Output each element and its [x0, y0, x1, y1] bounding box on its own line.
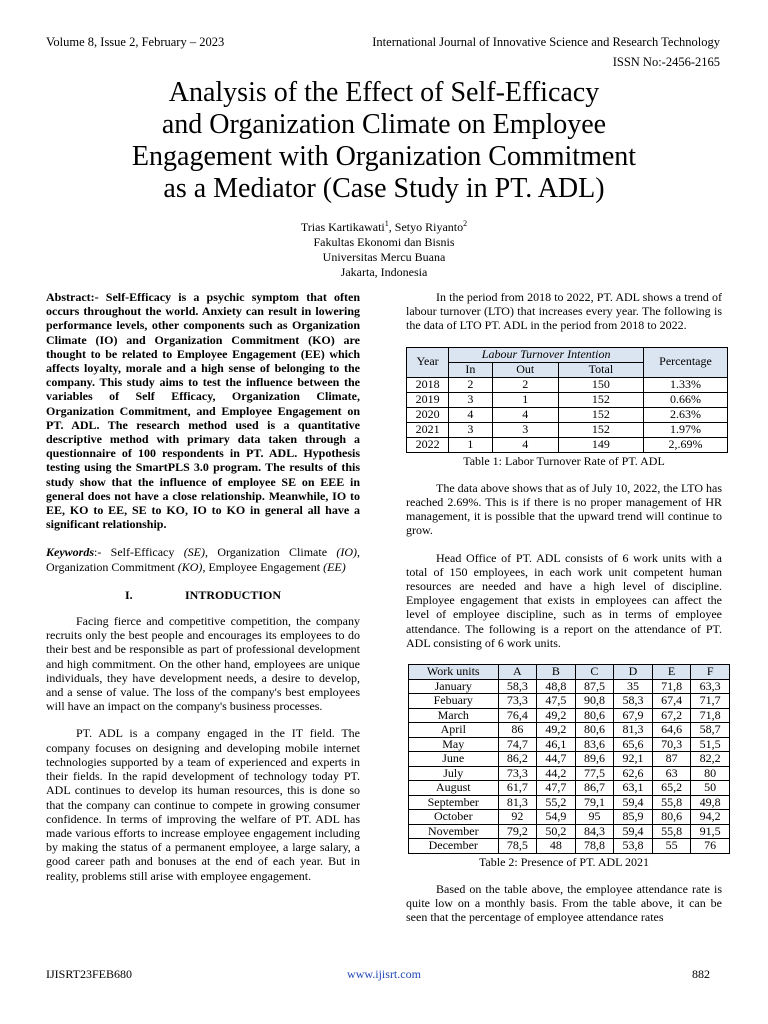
table-cell: 79,2 — [498, 824, 537, 839]
keyword-abbrev: (EE) — [323, 559, 346, 574]
table-cell: 152 — [558, 407, 643, 422]
author-separator: , — [388, 220, 395, 234]
table-cell: 152 — [558, 422, 643, 437]
attendance-table — [408, 664, 730, 854]
section-title: INTRODUCTION — [184, 587, 281, 602]
author-1-affil-mark: 1 — [384, 219, 389, 228]
table-header-cell: E — [652, 665, 691, 680]
table-row — [409, 824, 730, 839]
body-paragraph: Based on the table above, the employee attendance rate is quite low on a monthly basis. From the table above, it can be seen that the percentage of employee attendance rates — [406, 881, 722, 925]
author-1: Trias Kartikawati — [300, 220, 385, 234]
body-paragraph: Facing fierce and competitive competition, the company recruits only the best people and encourages its employees to do their best and be responsible as part of professional development and high commitment. On the other hand, employees are unique individuals, they have development needs, a desire to develop, and a sense of value. The loss of the company's best employees will have an impact on the company's business processes. — [46, 614, 360, 714]
keyword-text: Self-Efficacy — [110, 545, 184, 560]
table-cell: 2019 — [407, 392, 449, 407]
month-cell: April — [409, 723, 499, 738]
table-header-total: Total — [558, 362, 643, 377]
keyword-text: , Employee Engagement — [202, 559, 324, 574]
table-row — [409, 752, 730, 767]
table-cell: 2 — [492, 377, 558, 392]
table-cell: 149 — [558, 437, 643, 452]
table-header-year: Year — [407, 347, 449, 377]
table-header-row — [409, 665, 730, 680]
table-cell: 80,6 — [652, 810, 691, 825]
table-header-cell: F — [691, 665, 730, 680]
month-cell: November — [409, 824, 499, 839]
table-cell: 85,9 — [614, 810, 653, 825]
table-cell: 65,2 — [652, 781, 691, 796]
title-line: and Organization Climate on Employee — [161, 109, 607, 140]
month-cell: October — [409, 810, 499, 825]
table-2-caption: Table 2: Presence of PT. ADL 2021 — [478, 854, 650, 869]
table-row — [407, 437, 728, 452]
table-row — [407, 377, 728, 392]
table-cell: 152 — [558, 392, 643, 407]
table-cell: 55 — [652, 839, 691, 854]
table-cell: 78,8 — [575, 839, 614, 854]
table-row — [409, 737, 730, 752]
table-cell: 76 — [691, 839, 730, 854]
table-cell: 92 — [498, 810, 537, 825]
table-cell: 74,7 — [498, 737, 537, 752]
table-header-in: In — [449, 362, 492, 377]
table-cell: 63 — [652, 766, 691, 781]
body-paragraph: PT. ADL is a company engaged in the IT field. The company focuses on designing and developing mobile internet technologies supported by a team of experienced and experts in their fields. In the rapid development of technology today PT. ADL continues to develop its human resources, this is done so that the company can continue to compete in growing consumer confidence. In terms of improving the welfare of PT. ADL has made various efforts to increase employee engagement including by making the status of a permanent employee, a large salary, a good career path and bonuses at the end of each year. But in reality, problems still arise with employee engagement. — [46, 726, 360, 883]
table-cell: 86 — [498, 723, 537, 738]
keywords-label: Keywords — [46, 545, 94, 560]
table-cell: 80,6 — [575, 708, 614, 723]
table-row — [409, 839, 730, 854]
table-cell: 2022 — [407, 437, 449, 452]
table-cell: 48 — [537, 839, 576, 854]
table-cell: 4 — [492, 437, 558, 452]
table-cell: 46,1 — [537, 737, 576, 752]
table-cell: 87 — [652, 752, 691, 767]
author-block — [0, 220, 768, 280]
table-cell: 63,1 — [614, 781, 653, 796]
left-column — [46, 290, 360, 883]
table-cell: 79,1 — [575, 795, 614, 810]
table-cell: 80,6 — [575, 723, 614, 738]
table-cell: 77,5 — [575, 766, 614, 781]
table-cell: 35 — [614, 679, 653, 694]
table-row — [409, 810, 730, 825]
table-cell: 54,9 — [537, 810, 576, 825]
keyword-text: , Organization Climate — [205, 545, 337, 560]
table-cell: 63,3 — [691, 679, 730, 694]
month-cell: June — [409, 752, 499, 767]
volume-issue: Volume 8, Issue 2, February – 2023 — [46, 35, 225, 49]
body-paragraph: Head Office of PT. ADL consists of 6 work units with a total of 150 employees, in each work unit competent human resources are needed and have a high level of discipline. Employee engagement that exists in employees can affect the level of employee discipline, such as in terms of employee attendance. The following is a report on the attendance of PT. ADL consisting of 6 work units. — [406, 550, 722, 650]
table-header-out: Out — [492, 362, 558, 377]
table-cell: 2 — [449, 377, 492, 392]
table-cell: 87,5 — [575, 679, 614, 694]
table-cell: 150 — [558, 377, 643, 392]
table-cell: 76,4 — [498, 708, 537, 723]
table-header-cell: Work units — [409, 665, 499, 680]
table-cell: 73,3 — [498, 766, 537, 781]
table-cell: 94,2 — [691, 810, 730, 825]
table-cell: 1.97% — [643, 422, 727, 437]
table-row — [409, 781, 730, 796]
table-cell: 71,8 — [691, 708, 730, 723]
month-cell: May — [409, 737, 499, 752]
table-cell: 2020 — [407, 407, 449, 422]
month-cell: March — [409, 708, 499, 723]
table-cell: 4 — [492, 407, 558, 422]
abstract: Abstract:- Self-Efficacy is a psychic symptom that often occurs throughout the world. Anxiety can result in lowering performance levels, other components such as Organization Climate (IO) and Organization Commitment (KO) are thought to be related to Employee Engagement (EE) which affects loyalty, morale and a high sense of belonging to the company. This study aims to test the influence between the variables of Self Efficacy, Organization Climate, Organization Commitment, and Employee Engagement on PT. ADL. The research method used is a quantitative descriptive method with primary data taken through a questionnaire of 100 respondents in PT. ADL. Hypothesis testing using the SmartPLS 3.0 program. The results of this study show that the influence of employee SE on EEE in general does not have a close relationship. Meanwhile, IO to EE, KO to EE, SE to KO, IO to KO in general all have a significant relationship. — [46, 290, 360, 532]
table-cell: 86,7 — [575, 781, 614, 796]
table-cell: 2.63% — [643, 407, 727, 422]
table-cell: 3 — [449, 392, 492, 407]
table-row — [409, 708, 730, 723]
table-cell: 84,3 — [575, 824, 614, 839]
table-cell: 80 — [691, 766, 730, 781]
journal-link[interactable]: www.ijisrt.com — [347, 967, 421, 981]
section-number: I. — [124, 587, 133, 602]
table-header-cell: D — [614, 665, 653, 680]
table-cell: 95 — [575, 810, 614, 825]
body-paragraph: In the period from 2018 to 2022, PT. ADL shows a trend of labour turnover (LTO) that increases every year. The following is the data of LTO PT. ADL in the period from 2018 to 2022. — [406, 290, 722, 333]
table-cell: 49,2 — [537, 723, 576, 738]
month-cell: September — [409, 795, 499, 810]
table-cell: 47,5 — [537, 694, 576, 709]
keyword-abbrev: (KO) — [177, 559, 203, 574]
table-cell: 1.33% — [643, 377, 727, 392]
table-cell: 1 — [449, 437, 492, 452]
paper-title — [70, 77, 698, 205]
table-row — [409, 694, 730, 709]
table-cell: 62,6 — [614, 766, 653, 781]
month-cell: August — [409, 781, 499, 796]
table-cell: 58,3 — [498, 679, 537, 694]
table-cell: 1 — [492, 392, 558, 407]
title-line: as a Mediator (Case Study in PT. ADL) — [163, 173, 605, 204]
table-cell: 82,2 — [691, 752, 730, 767]
table-cell: 71,7 — [691, 694, 730, 709]
keyword-abbrev: (SE) — [183, 545, 206, 560]
table-cell: 78,5 — [498, 839, 537, 854]
table-header-group: Labour Turnover Intention — [449, 347, 644, 362]
table-cell: 61,7 — [498, 781, 537, 796]
title-line: Analysis of the Effect of Self-Efficacy — [168, 77, 600, 108]
month-cell: Febuary — [409, 694, 499, 709]
table-header-cell: A — [498, 665, 537, 680]
table-cell: 55,8 — [652, 795, 691, 810]
month-cell: January — [409, 679, 499, 694]
keyword-abbrev: (IO) — [336, 545, 357, 560]
table-cell: 73,3 — [498, 694, 537, 709]
keywords-colon: :- — [94, 545, 111, 560]
table-cell: 0.66% — [643, 392, 727, 407]
month-cell: July — [409, 766, 499, 781]
labor-turnover-table — [406, 347, 728, 453]
journal-url — [0, 967, 768, 982]
table-header-cell: B — [537, 665, 576, 680]
table-cell: 2021 — [407, 422, 449, 437]
author-names — [0, 220, 768, 235]
affiliation-line: Universitas Mercu Buana — [322, 250, 446, 264]
author-2-affil-mark: 2 — [463, 219, 468, 228]
paper-id: IJISRT23FEB680 — [46, 967, 132, 981]
table-cell: 59,4 — [614, 824, 653, 839]
table-row — [407, 407, 728, 422]
table-cell: 67,9 — [614, 708, 653, 723]
affiliation-line: Jakarta, Indonesia — [340, 265, 428, 279]
table-cell: 49,8 — [691, 795, 730, 810]
title-line: Engagement with Organization Commitment — [131, 141, 637, 172]
table-cell: 3 — [449, 422, 492, 437]
table-row — [409, 766, 730, 781]
author-2: Setyo Riyanto — [394, 220, 464, 234]
table-cell: 86,2 — [498, 752, 537, 767]
table-cell: 2018 — [407, 377, 449, 392]
table-cell: 90,8 — [575, 694, 614, 709]
table-cell: 59,4 — [614, 795, 653, 810]
keywords — [46, 545, 360, 573]
issn: ISSN No:-2456-2165 — [612, 55, 720, 69]
table-cell: 71,8 — [652, 679, 691, 694]
table-cell: 4 — [449, 407, 492, 422]
table-row — [407, 422, 728, 437]
table-row — [409, 795, 730, 810]
table-cell: 3 — [492, 422, 558, 437]
table-cell: 53,8 — [614, 839, 653, 854]
table-cell: 81,3 — [614, 723, 653, 738]
table-cell: 49,2 — [537, 708, 576, 723]
section-heading — [46, 588, 360, 602]
table-row — [409, 723, 730, 738]
table-cell: 92,1 — [614, 752, 653, 767]
table-cell: 83,6 — [575, 737, 614, 752]
table-1-caption: Table 1: Labor Turnover Rate of PT. ADL — [463, 453, 665, 468]
table-cell: 65,6 — [614, 737, 653, 752]
table-cell: 64,6 — [652, 723, 691, 738]
table-cell: 58,7 — [691, 723, 730, 738]
table-cell: 58,3 — [614, 694, 653, 709]
table-cell: 55,2 — [537, 795, 576, 810]
table-cell: 67,4 — [652, 694, 691, 709]
table-cell: 44,2 — [537, 766, 576, 781]
table-cell: 51,5 — [691, 737, 730, 752]
affiliation-line: Fakultas Ekonomi dan Bisnis — [313, 235, 455, 249]
table-cell: 55,8 — [652, 824, 691, 839]
right-column — [406, 290, 722, 924]
table-row — [409, 679, 730, 694]
table-cell: 50 — [691, 781, 730, 796]
table-cell: 70,3 — [652, 737, 691, 752]
month-cell: December — [409, 839, 499, 854]
table-cell: 81,3 — [498, 795, 537, 810]
body-paragraph: The data above shows that as of July 10, 2022, the LTO has reached 2.69%. This is if there is no proper management of HR management, it is possible that the upward trend will continue to grow. — [406, 480, 722, 538]
table-header-cell: C — [575, 665, 614, 680]
table-cell: 44,7 — [537, 752, 576, 767]
table-cell: 48,8 — [537, 679, 576, 694]
table-cell: 50,2 — [537, 824, 576, 839]
table-cell: 89,6 — [575, 752, 614, 767]
table-header-percentage: Percentage — [643, 347, 727, 377]
keyword-text: , Organization Commitment — [46, 545, 360, 574]
table-row — [407, 392, 728, 407]
table-cell: 91,5 — [691, 824, 730, 839]
table-cell: 67,2 — [652, 708, 691, 723]
page-number: 882 — [692, 967, 710, 981]
table-cell: 2,.69% — [643, 437, 727, 452]
journal-name: International Journal of Innovative Science and Research Technology — [372, 35, 720, 49]
table-cell: 47,7 — [537, 781, 576, 796]
